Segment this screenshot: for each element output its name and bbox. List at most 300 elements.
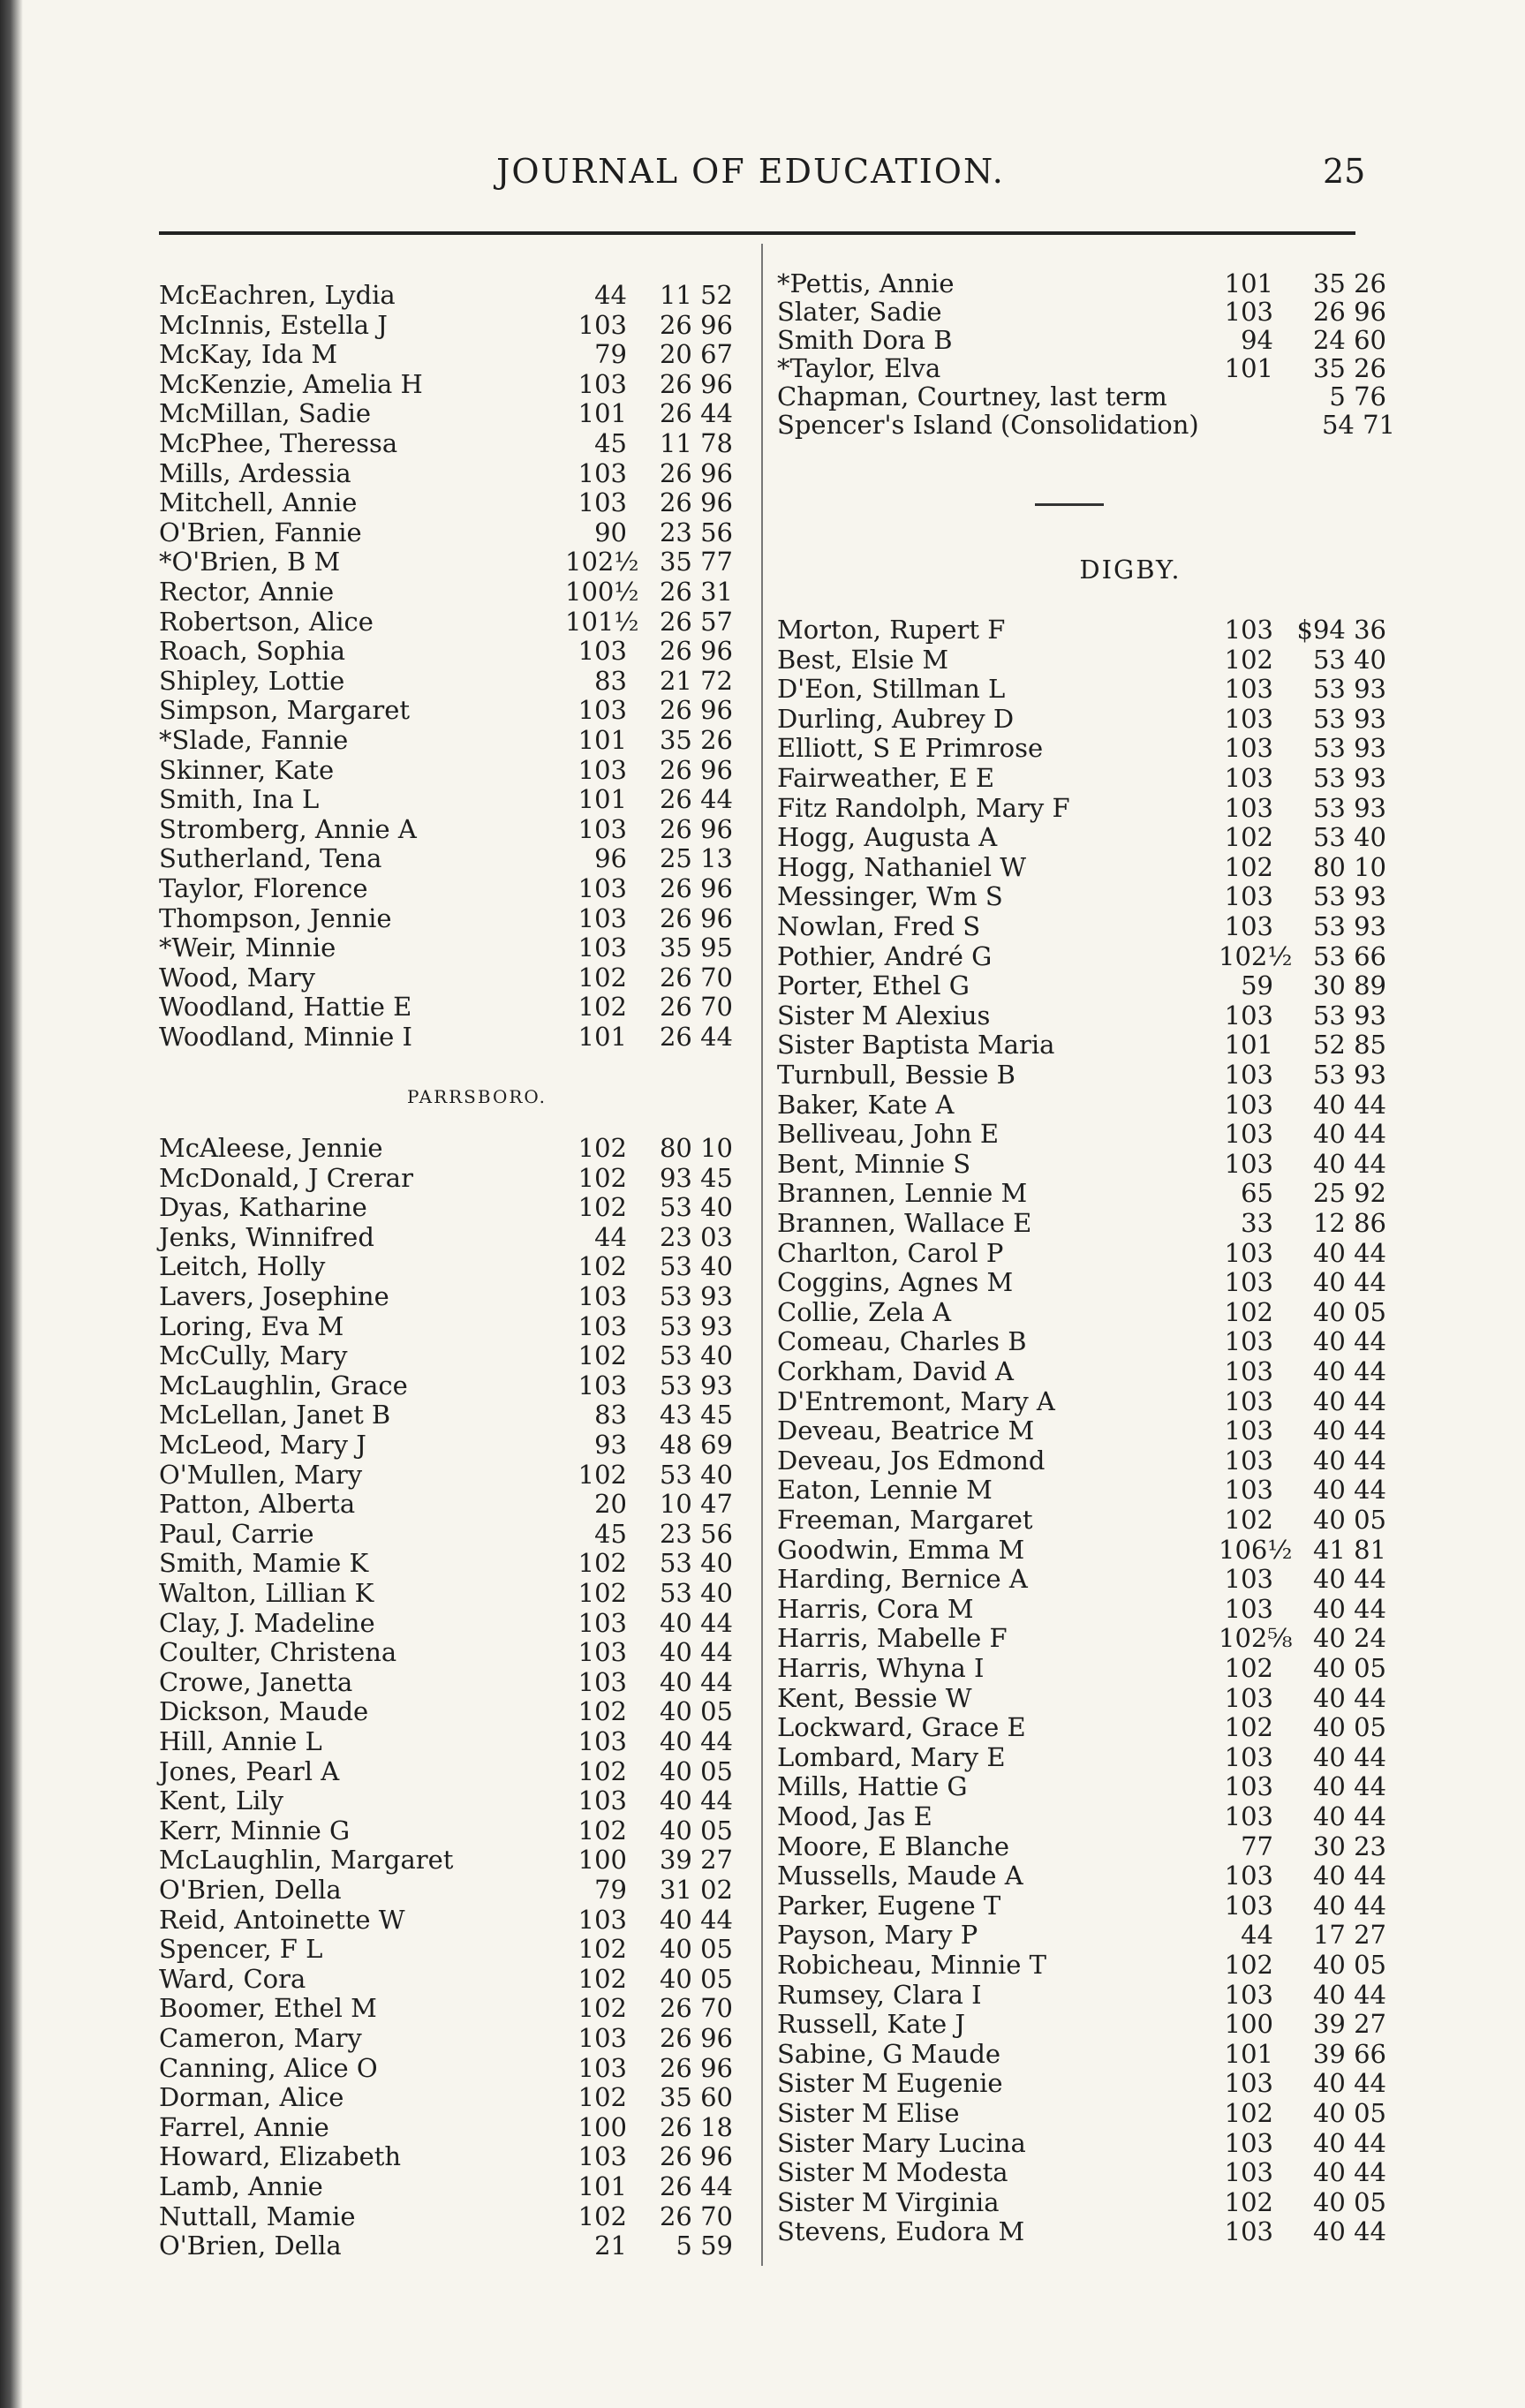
entry-name: Farrel, Annie bbox=[159, 2111, 329, 2142]
table-row bbox=[777, 1091, 1395, 1120]
entry-amount: 12 86 bbox=[1312, 1208, 1386, 1238]
entry-amount: 26 96 bbox=[659, 368, 733, 399]
table-row bbox=[159, 993, 751, 1022]
entry-days: 103 bbox=[1224, 1385, 1273, 1416]
entry-name: Mitchell, Annie bbox=[159, 487, 358, 518]
entry-amount: 26 44 bbox=[659, 1022, 733, 1052]
entry-name: Rumsey, Clara I bbox=[777, 1979, 982, 2010]
table-row bbox=[777, 853, 1395, 882]
entry-amount: 53 40 bbox=[1312, 644, 1386, 675]
entry-name: *Pettis, Annie bbox=[777, 268, 955, 298]
entry-name: D'Eon, Stillman L bbox=[777, 674, 1006, 705]
table-row bbox=[159, 1965, 751, 1994]
entry-days: 102 bbox=[578, 1696, 627, 1727]
table-row bbox=[159, 1935, 751, 1964]
entry-name: Best, Elsie M bbox=[777, 644, 949, 675]
entry-name: Lamb, Annie bbox=[159, 2171, 323, 2201]
entry-name: Slater, Sadie bbox=[777, 297, 942, 327]
entry-days: 102 bbox=[578, 992, 627, 1023]
entry-days: 103 bbox=[1224, 1979, 1273, 2010]
entry-amount: 40 44 bbox=[659, 1785, 733, 1816]
entry-amount: 53 66 bbox=[1312, 940, 1386, 971]
entry-name: McCully, Mary bbox=[159, 1340, 348, 1371]
table-row bbox=[777, 1861, 1395, 1891]
entry-name: Spencer's Island (Consolidation) bbox=[777, 410, 1199, 440]
table-row bbox=[159, 2202, 751, 2231]
table-row bbox=[777, 1595, 1395, 1624]
entry-days: 103 bbox=[1224, 1326, 1273, 1357]
table-row bbox=[159, 488, 751, 517]
table-row bbox=[777, 1624, 1395, 1653]
table-row bbox=[777, 1684, 1395, 1713]
table-row bbox=[777, 2217, 1395, 2246]
table-row bbox=[777, 2040, 1395, 2069]
entry-amount: 26 57 bbox=[659, 606, 733, 637]
entry-amount: 80 10 bbox=[1312, 851, 1386, 882]
entry-days: 83 bbox=[594, 665, 627, 696]
table-row bbox=[777, 1179, 1395, 1208]
entry-days: 103 bbox=[1224, 1000, 1273, 1030]
entry-days: 94 bbox=[1241, 325, 1273, 355]
entry-name: Russell, Kate J bbox=[777, 2009, 966, 2040]
entry-name: Nuttall, Mamie bbox=[159, 2200, 356, 2231]
entry-days: 103 bbox=[1224, 674, 1273, 705]
entry-name: Deveau, Jos Edmond bbox=[777, 1445, 1046, 1476]
entry-days: 102 bbox=[578, 1192, 627, 1223]
entry-days: 102 bbox=[578, 1934, 627, 1965]
entry-days: 103 bbox=[578, 457, 627, 488]
entry-amount: 40 44 bbox=[1312, 1564, 1386, 1595]
entry-days: 102 bbox=[578, 962, 627, 993]
entry-amount: 40 44 bbox=[659, 1904, 733, 1935]
table-row bbox=[777, 1239, 1395, 1268]
entry-name: Dorman, Alice bbox=[159, 2082, 344, 2113]
entry-days: 106½ bbox=[1219, 1534, 1293, 1565]
entry-name: Goodwin, Emma M bbox=[777, 1534, 1025, 1565]
table-row bbox=[159, 874, 751, 903]
entry-days: 103 bbox=[1224, 1475, 1273, 1506]
entry-days: 102 bbox=[578, 1755, 627, 1786]
entry-name: Cameron, Mary bbox=[159, 2023, 362, 2053]
table-row bbox=[159, 844, 751, 873]
entry-name: Mills, Hattie G bbox=[777, 1771, 968, 1802]
entry-name: Kent, Lily bbox=[159, 1785, 284, 1816]
entry-amount: 53 93 bbox=[1312, 911, 1386, 941]
entry-amount: 40 44 bbox=[1312, 2157, 1386, 2188]
section-dash bbox=[1035, 503, 1104, 506]
entry-amount: 26 44 bbox=[659, 784, 733, 815]
entry-days: 103 bbox=[1224, 733, 1273, 764]
entry-days: 103 bbox=[578, 1370, 627, 1400]
entry-name: Moore, E Blanche bbox=[777, 1831, 1010, 1861]
entry-name: Loring, Eva M bbox=[159, 1310, 344, 1341]
entry-days: 103 bbox=[1224, 1267, 1273, 1298]
entry-name: Robertson, Alice bbox=[159, 606, 374, 637]
entry-days: 20 bbox=[594, 1489, 627, 1520]
entry-amount: 26 96 bbox=[659, 2141, 733, 2172]
entry-amount: 26 18 bbox=[659, 2111, 733, 2142]
parrsboro-heading: PARRSBORO. bbox=[407, 1086, 547, 1107]
entry-name: Canning, Alice O bbox=[159, 2052, 378, 2083]
table-row bbox=[777, 1832, 1395, 1861]
entry-amount: 40 44 bbox=[659, 1607, 733, 1638]
entry-amount: 93 45 bbox=[659, 1162, 733, 1193]
entry-name: Harding, Bernice A bbox=[777, 1564, 1028, 1595]
entry-name: Morton, Rupert F bbox=[777, 615, 1006, 645]
table-row bbox=[777, 1743, 1395, 1772]
entry-amount: 40 44 bbox=[1312, 1356, 1386, 1386]
entry-amount: 26 96 bbox=[659, 754, 733, 785]
entry-name: Sabine, G Maude bbox=[777, 2038, 1001, 2069]
entry-amount: 53 40 bbox=[659, 1548, 733, 1579]
table-row bbox=[777, 1536, 1395, 1565]
entry-name: *O'Brien, B M bbox=[159, 547, 341, 577]
entry-days: 102½ bbox=[565, 547, 639, 577]
table-row bbox=[777, 2158, 1395, 2187]
entry-amount: 26 96 bbox=[659, 873, 733, 903]
entry-amount: 11 52 bbox=[659, 280, 733, 310]
entry-amount: 23 03 bbox=[659, 1221, 733, 1252]
entry-name: Nowlan, Fred S bbox=[777, 911, 981, 941]
entry-name: Bent, Minnie S bbox=[777, 1148, 971, 1179]
entry-days: 102 bbox=[1224, 1505, 1273, 1535]
entry-days: 101 bbox=[578, 2171, 627, 2201]
entry-amount: 53 93 bbox=[659, 1310, 733, 1341]
entry-amount: 26 70 bbox=[659, 992, 733, 1023]
table-row bbox=[159, 1994, 751, 2023]
table-row bbox=[777, 705, 1395, 734]
entry-days: 96 bbox=[594, 843, 627, 874]
entry-days: 103 bbox=[578, 2141, 627, 2172]
entry-days: 45 bbox=[594, 1518, 627, 1549]
entry-days: 102⅝ bbox=[1219, 1623, 1293, 1654]
entry-amount: 43 45 bbox=[659, 1400, 733, 1430]
table-row bbox=[777, 971, 1395, 1000]
table-row bbox=[159, 667, 751, 696]
entry-name: Woodland, Minnie I bbox=[159, 1022, 412, 1052]
entry-amount: 40 44 bbox=[1312, 1593, 1386, 1624]
table-row bbox=[159, 1134, 751, 1163]
table-row bbox=[159, 1668, 751, 1697]
entry-name: O'Brien, Della bbox=[159, 2231, 342, 2261]
table-row bbox=[777, 2099, 1395, 2128]
entry-days: 102 bbox=[578, 1133, 627, 1163]
entry-days: 103 bbox=[578, 813, 627, 844]
table-row bbox=[777, 1802, 1395, 1831]
entry-days: 102 bbox=[1224, 851, 1273, 882]
entry-name: Jenks, Winnifred bbox=[159, 1221, 374, 1252]
entry-amount: 23 56 bbox=[659, 517, 733, 547]
entry-days: 103 bbox=[1224, 1682, 1273, 1713]
entry-name: Rector, Annie bbox=[159, 577, 335, 607]
table-row bbox=[777, 1298, 1395, 1327]
entry-name: Fairweather, E E bbox=[777, 763, 995, 793]
entry-days: 103 bbox=[578, 1785, 627, 1816]
table-row bbox=[777, 1150, 1395, 1179]
entry-name: Taylor, Florence bbox=[159, 873, 368, 903]
entry-days: 102 bbox=[578, 1578, 627, 1608]
column-divider bbox=[761, 244, 763, 2266]
entry-amount: 40 44 bbox=[1312, 1445, 1386, 1476]
entry-name: Lavers, Josephine bbox=[159, 1281, 389, 1311]
table-row bbox=[159, 756, 751, 785]
entry-days: 77 bbox=[1241, 1831, 1273, 1861]
entry-name: O'Mullen, Mary bbox=[159, 1459, 363, 1490]
entry-days: 102 bbox=[1224, 1296, 1273, 1327]
entry-name: Leitch, Holly bbox=[159, 1251, 326, 1282]
entry-amount: 40 44 bbox=[1312, 1741, 1386, 1772]
entry-days: 90 bbox=[594, 517, 627, 547]
table-row bbox=[777, 615, 1395, 645]
entry-name: Durling, Aubrey D bbox=[777, 703, 1015, 734]
entry-amount: 40 05 bbox=[659, 1755, 733, 1786]
entry-name: Spencer, F L bbox=[159, 1934, 323, 1965]
table-row bbox=[159, 815, 751, 844]
entry-amount: 40 05 bbox=[1312, 2098, 1386, 2128]
entry-amount: 40 44 bbox=[1312, 1267, 1386, 1298]
entry-amount: 10 47 bbox=[659, 1489, 733, 1520]
entry-amount: 26 96 bbox=[659, 813, 733, 844]
entry-days: 102 bbox=[578, 2200, 627, 2231]
table-row bbox=[159, 1579, 751, 1608]
entry-amount: 54 71 bbox=[1321, 410, 1395, 440]
table-row bbox=[777, 942, 1395, 971]
entry-days: 103 bbox=[1224, 615, 1273, 645]
entry-name: McPhee, Theressa bbox=[159, 428, 398, 458]
entry-days: 103 bbox=[578, 754, 627, 785]
entry-days: 103 bbox=[1224, 1890, 1273, 1921]
entry-days: 103 bbox=[578, 2023, 627, 2053]
table-row bbox=[159, 1430, 751, 1460]
entry-name: Crowe, Janetta bbox=[159, 1666, 353, 1697]
entry-name: Baker, Kate A bbox=[777, 1089, 955, 1120]
entry-amount: 5 76 bbox=[1329, 381, 1386, 411]
entry-amount: 35 77 bbox=[659, 547, 733, 577]
entry-name: Wood, Mary bbox=[159, 962, 315, 993]
table-row bbox=[159, 459, 751, 488]
entry-amount: 53 93 bbox=[1312, 1000, 1386, 1030]
entry-amount: 40 05 bbox=[1312, 1653, 1386, 1683]
entry-amount: 40 05 bbox=[1312, 1950, 1386, 1980]
entry-amount: 40 44 bbox=[1312, 1861, 1386, 1891]
entry-name: Mood, Jas E bbox=[777, 1801, 932, 1831]
table-row bbox=[777, 1446, 1395, 1476]
entry-name: McLaughlin, Grace bbox=[159, 1370, 408, 1400]
entry-days: 103 bbox=[1224, 1119, 1273, 1150]
table-row bbox=[159, 429, 751, 458]
table-row bbox=[777, 1891, 1395, 1921]
entry-days: 103 bbox=[578, 932, 627, 963]
entry-name: Howard, Elizabeth bbox=[159, 2141, 402, 2172]
entry-name: Stevens, Eudora M bbox=[777, 2216, 1025, 2247]
entry-days: 79 bbox=[594, 339, 627, 370]
table-row bbox=[159, 1846, 751, 1875]
entry-days: 101 bbox=[1224, 268, 1273, 298]
entry-amount: 26 70 bbox=[659, 2200, 733, 2231]
entry-amount: 48 69 bbox=[659, 1430, 733, 1460]
table-row bbox=[777, 2188, 1395, 2217]
table-row bbox=[159, 2142, 751, 2171]
table-row bbox=[777, 1565, 1395, 1594]
entry-amount: 25 13 bbox=[659, 843, 733, 874]
entry-name: Eaton, Lennie M bbox=[777, 1475, 993, 1506]
entry-name: Messinger, Wm S bbox=[777, 881, 1003, 912]
entry-amount: 23 56 bbox=[659, 1518, 733, 1549]
entry-amount: 35 60 bbox=[659, 2082, 733, 2113]
table-row bbox=[159, 1193, 751, 1222]
table-row bbox=[159, 281, 751, 310]
table-row bbox=[777, 1416, 1395, 1446]
entry-name: Coulter, Christena bbox=[159, 1637, 397, 1668]
table-row bbox=[777, 1327, 1395, 1356]
entry-amount: 40 44 bbox=[1312, 1475, 1386, 1506]
entry-days: 102 bbox=[578, 1459, 627, 1490]
entry-amount: 40 05 bbox=[659, 1815, 733, 1846]
entry-amount: 40 05 bbox=[1312, 1712, 1386, 1743]
table-row bbox=[777, 2010, 1395, 2039]
entry-amount: 53 93 bbox=[1312, 733, 1386, 764]
table-row bbox=[777, 354, 1395, 383]
entry-name: McDonald, J Crerar bbox=[159, 1162, 413, 1193]
entry-name: Brannen, Lennie M bbox=[777, 1178, 1028, 1209]
page-number: 25 bbox=[1323, 152, 1366, 191]
entry-amount: 40 44 bbox=[1312, 1385, 1386, 1416]
table-row bbox=[159, 1341, 751, 1370]
entry-name: Freeman, Margaret bbox=[777, 1505, 1033, 1535]
table-row bbox=[777, 1120, 1395, 1149]
table-row bbox=[777, 1001, 1395, 1030]
entry-days: 103 bbox=[1224, 1593, 1273, 1624]
entry-days: 103 bbox=[1224, 2127, 1273, 2158]
table-row bbox=[159, 1282, 751, 1311]
entry-amount: 26 96 bbox=[659, 309, 733, 340]
entry-name: Woodland, Hattie E bbox=[159, 992, 412, 1023]
table-row bbox=[777, 1476, 1395, 1505]
entry-name: Kerr, Minnie G bbox=[159, 1815, 351, 1846]
entry-amount: 40 44 bbox=[659, 1666, 733, 1697]
entry-days: 83 bbox=[594, 1400, 627, 1430]
entry-name: Chapman, Courtney, last term bbox=[777, 381, 1167, 411]
entry-amount: 40 05 bbox=[659, 1696, 733, 1727]
entry-days: 103 bbox=[1224, 1771, 1273, 1802]
entry-amount: 53 40 bbox=[1312, 822, 1386, 853]
entry-name: Brannen, Wallace E bbox=[777, 1208, 1032, 1238]
entry-days: 102 bbox=[578, 1340, 627, 1371]
entry-days: 59 bbox=[1241, 970, 1273, 1001]
table-row bbox=[159, 637, 751, 666]
entry-name: Thompson, Jennie bbox=[159, 902, 392, 933]
entry-name: D'Entremont, Mary A bbox=[777, 1385, 1055, 1416]
table-row bbox=[777, 1387, 1395, 1416]
entry-amount: 39 27 bbox=[1312, 2009, 1386, 2040]
entry-amount: 53 40 bbox=[659, 1192, 733, 1223]
entry-days: 101 bbox=[1224, 1030, 1273, 1061]
table-row bbox=[159, 933, 751, 962]
entry-name: Ward, Cora bbox=[159, 1963, 306, 1994]
table-row bbox=[159, 1638, 751, 1667]
table-row bbox=[159, 1786, 751, 1815]
entry-days: 103 bbox=[1224, 763, 1273, 793]
entry-amount: 30 23 bbox=[1312, 1831, 1386, 1861]
table-row bbox=[159, 1164, 751, 1193]
entry-amount: 11 78 bbox=[659, 428, 733, 458]
table-row bbox=[159, 1697, 751, 1726]
entry-name: Sister Mary Lucina bbox=[777, 2127, 1026, 2158]
entry-name: Smith Dora B bbox=[777, 325, 953, 355]
table-row bbox=[159, 1609, 751, 1638]
entry-amount: 30 89 bbox=[1312, 970, 1386, 1001]
entry-amount: 26 96 bbox=[1312, 297, 1386, 327]
entry-name: Sister M Virginia bbox=[777, 2186, 1000, 2217]
table-row bbox=[159, 547, 751, 577]
entry-name: McInnis, Estella J bbox=[159, 309, 388, 340]
entry-amount: 40 44 bbox=[1312, 1326, 1386, 1357]
entry-amount: 53 40 bbox=[659, 1459, 733, 1490]
entry-name: Harris, Cora M bbox=[777, 1593, 974, 1624]
table-row bbox=[777, 2069, 1395, 2098]
table-row bbox=[159, 1490, 751, 1519]
table-row bbox=[777, 1506, 1395, 1535]
table-row bbox=[159, 311, 751, 340]
entry-days: 103 bbox=[578, 902, 627, 933]
entry-amount: 53 93 bbox=[1312, 1060, 1386, 1090]
entry-days: 103 bbox=[578, 487, 627, 518]
entry-name: Payson, Mary P bbox=[777, 1920, 978, 1951]
entry-name: Simpson, Margaret bbox=[159, 695, 411, 726]
entry-amount: 26 96 bbox=[659, 695, 733, 726]
table-row bbox=[159, 1461, 751, 1490]
entry-name: McKay, Ida M bbox=[159, 339, 338, 370]
entry-amount: 40 44 bbox=[1312, 1801, 1386, 1831]
entry-amount: 40 44 bbox=[659, 1637, 733, 1668]
entry-amount: 26 96 bbox=[659, 636, 733, 667]
entry-name: Jones, Pearl A bbox=[159, 1755, 340, 1786]
entry-amount: 5 59 bbox=[676, 2231, 733, 2261]
entry-name: O'Brien, Fannie bbox=[159, 517, 362, 547]
entry-days: 103 bbox=[1224, 1741, 1273, 1772]
entry-days: 100 bbox=[1224, 2009, 1273, 2040]
table-row bbox=[777, 1713, 1395, 1742]
entry-amount: 26 96 bbox=[659, 2023, 733, 2053]
entry-days: 103 bbox=[1224, 1445, 1273, 1476]
entry-amount: 40 44 bbox=[1312, 1771, 1386, 1802]
entry-days: 103 bbox=[578, 1281, 627, 1311]
entry-days: 103 bbox=[1224, 1415, 1273, 1446]
entry-amount: 39 27 bbox=[659, 1845, 733, 1876]
table-row bbox=[159, 1252, 751, 1281]
entry-days: 102 bbox=[578, 1815, 627, 1846]
table-row bbox=[777, 382, 1395, 411]
table-row bbox=[159, 1727, 751, 1756]
entry-days: 103 bbox=[1224, 703, 1273, 734]
entry-amount: 53 93 bbox=[1312, 703, 1386, 734]
table-row bbox=[159, 1023, 751, 1052]
table-row bbox=[777, 1981, 1395, 2010]
entry-name: Sutherland, Tena bbox=[159, 843, 382, 874]
entry-days: 93 bbox=[594, 1430, 627, 1460]
entry-days: 101 bbox=[578, 1022, 627, 1052]
entry-amount: 53 93 bbox=[659, 1370, 733, 1400]
entry-amount: 26 96 bbox=[659, 487, 733, 518]
entry-days: 103 bbox=[1224, 1861, 1273, 1891]
table-row bbox=[159, 963, 751, 993]
entry-amount: 40 05 bbox=[659, 1963, 733, 1994]
table-row bbox=[777, 764, 1395, 793]
table-row bbox=[777, 794, 1395, 823]
entry-amount: 21 72 bbox=[659, 665, 733, 696]
entry-name: Walton, Lillian K bbox=[159, 1578, 374, 1608]
entry-days: 100½ bbox=[565, 577, 639, 607]
